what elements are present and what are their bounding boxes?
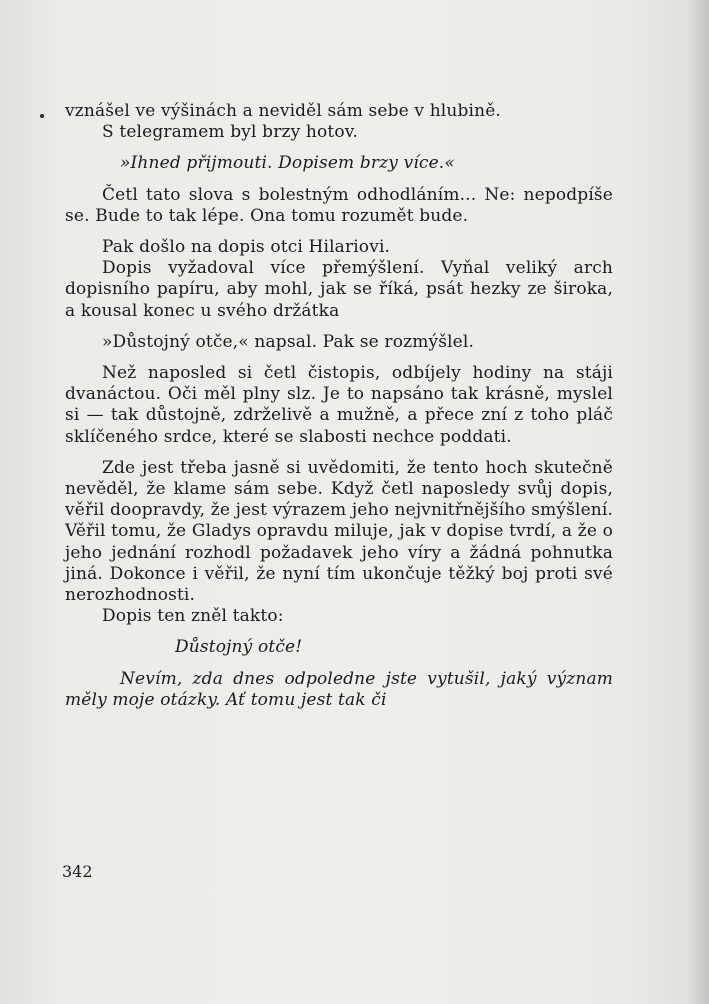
paragraph-9: Zde jest třeba jasně si uvědomiti, že tento hoch skutečně nevěděl, že klame sám sebe. Když četl naposledy svůj dopis, věřil doopravdy, že jest výrazem jeho nejvnitřnějšího smýšlení. Věřil tomu, že Gladys opravdu miluje, jak v dopise tvrdí, a že o jeho jednání rozhodl požadavek jeho víry a žádná pohnutka jiná. Dokonce i věřil, že nyní tím ukončuje těžký boj proti své nerozhodnosti. <box>65 457 614 606</box>
paragraph-4: Četl tato slova s bolestným odhodláním... Ne: nepodpíše se. Bude to tak lépe. Ona tomu rozumět bude. <box>65 184 613 226</box>
paragraph-10: Dopis ten zněl takto: <box>102 606 284 627</box>
page-number: 342 <box>62 862 93 881</box>
letter-salutation: Důstojný otče! <box>175 637 303 658</box>
margin-mark <box>40 114 44 118</box>
telegram-text: »Ihned přijmouti. Dopisem brzy více.« <box>120 153 455 174</box>
paragraph-7: »Důstojný otče,« napsal. Pak se rozmýšlel. <box>102 331 475 352</box>
paragraph-5: Pak došlo na dopis otci Hilariovi. <box>102 237 391 258</box>
paragraph-2: S telegramem byl brzy hotov. <box>102 122 359 143</box>
paragraph-8: Než naposled si četl čistopis, odbíjely hodiny na stáji dvanáctou. Oči měl plny slz. Je to napsáno tak krásně, myslel si — tak důstojně, zdrželivě a mužně, a přece zní z toho pláč sklíčeného srdce, které se slabosti nechce poddati. <box>65 363 613 447</box>
paragraph-1: vznášel ve výšinách a neviděl sám sebe v hlubině. <box>65 101 501 121</box>
page-body <box>65 101 613 711</box>
paragraph-6: Dopis vyžadoval více přemýšlení. Vyňal veliký arch dopisního papíru, aby mohl, jak se říká, psát hezky ze široka, a kousal konec u svého držátka <box>65 258 613 321</box>
page-spine-shadow <box>687 0 709 1004</box>
letter-body: Nevím, zda dnes odpoledne jste vytušil, jaký význam měly moje otázky. Ať tomu jest tak či <box>65 668 613 710</box>
